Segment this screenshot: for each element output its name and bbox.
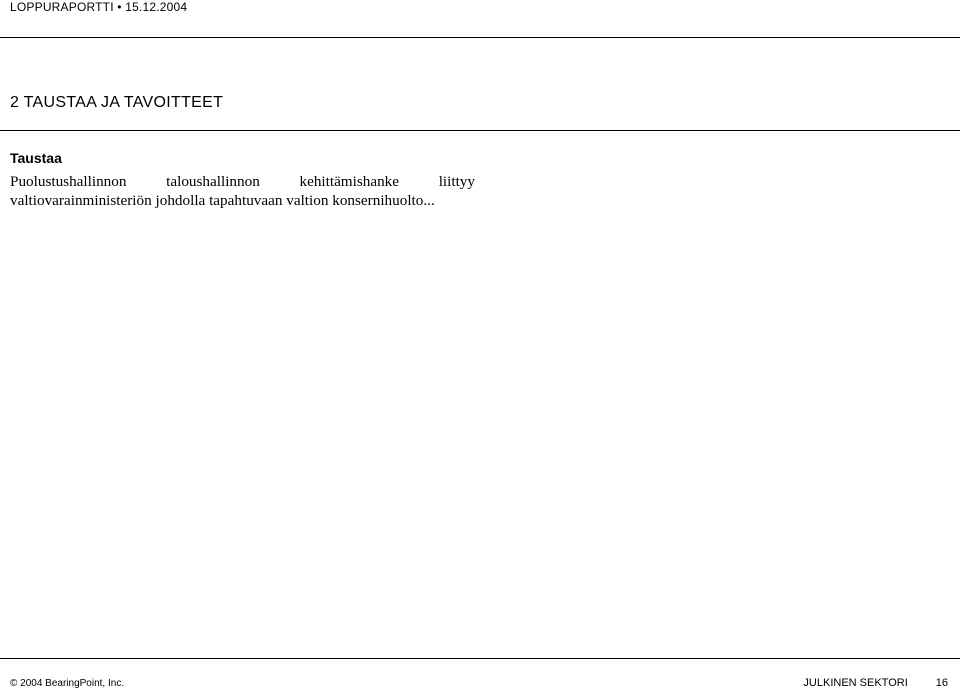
- page-number: 16: [935, 677, 948, 689]
- footer-right: [803, 677, 948, 689]
- footer-copyright: © 2004 BearingPoint, Inc.: [10, 678, 125, 689]
- page-header: LOPPURAPORTTI • 15.12.2004: [10, 0, 188, 14]
- left-column: [10, 149, 475, 223]
- footer-section: JULKINEN SEKTORI: [803, 677, 908, 689]
- section-title: 2 TAUSTAA JA TAVOITTEET: [10, 94, 224, 111]
- right-column: [490, 149, 958, 159]
- section-divider: [0, 130, 960, 131]
- paragraph: Puolustushallinnon taloushallinnon kehittämishanke liittyy valtiovarainministeriön johdolla tapahtuvaan valtion konsernihuolto...: [10, 173, 475, 209]
- footer-divider: [0, 658, 960, 659]
- header-divider: [0, 37, 960, 38]
- subheading-taustaa: Taustaa: [10, 150, 62, 166]
